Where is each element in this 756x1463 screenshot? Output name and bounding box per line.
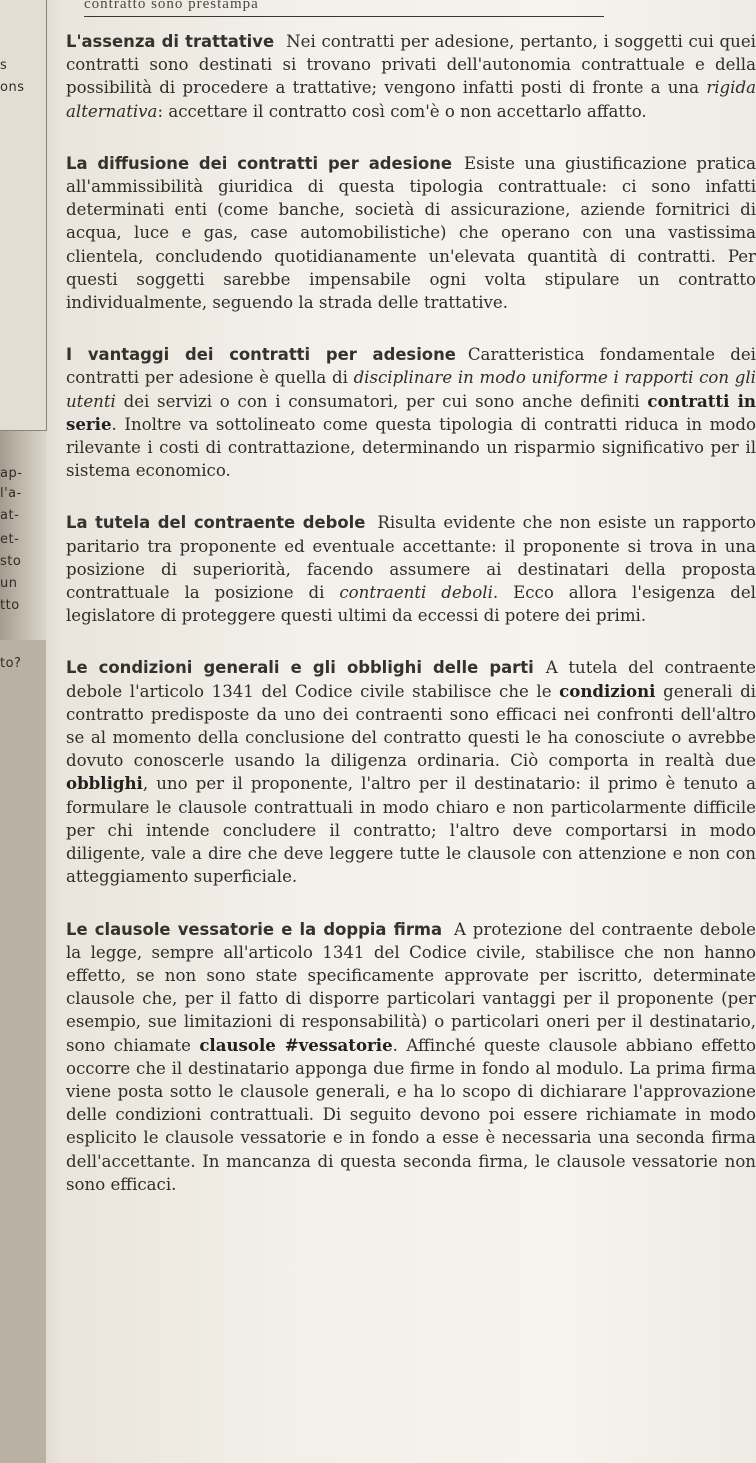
paragraph-title: La tutela del contraente debole <box>66 513 366 533</box>
left-page-edge <box>0 0 46 1463</box>
paragraph-text: . Inoltre va sottolineato come questa tipologia di contratti riduca in modo rilevante i costi di contrattazione, determinando un risparmio significativo per il sistema economico. <box>66 414 756 481</box>
paragraph-text: A protezione del contraente debole la legge, sempre all'articolo 1341 del Codice civile, stabilisce che non hanno effetto, se non sono state specificamente approvate per iscritto, determinate clausole che, per il fatto di disporre particolari vantaggi per il proponente (per esempio, sue limitazioni di responsabilità) o particolari oneri per il destinatario, sono chiamate <box>66 919 756 1055</box>
margin-fragment: to? <box>0 656 22 671</box>
paragraph-text: . Ecco allora l'esigenza del legislatore di proteggere questi ultimi da eccessi di potere dei primi. <box>66 583 756 626</box>
paragraph-vantaggi <box>66 343 756 482</box>
margin-fragment: sto <box>0 554 22 569</box>
paragraph-text: Esiste una giustificazione pratica all'ammissibilità giuridica di questa tipologia contrattuale: ci sono infatti determinati enti (come banche, società di assicurazione, aziende fornitrici di acqua, luce e gas, case automobilistiche) che operano con una vastissima clientela, concludendo quotidianamente un'elevata quantità di contratti. Per questi soggetti sarebbe impensabile ogni volta stipulare un contratto individualmente, seguendo la strada delle trattative. <box>66 153 756 313</box>
bold-term: contratti in serie <box>66 390 756 434</box>
paragraph-text: : accettare il contratto così com'è o non accettarlo affatto. <box>157 101 647 121</box>
paragraph-text: . Affinché queste clausole abbiano effetto occorre che il destinatario apponga due firme in fondo al modulo. La prima firma viene posta sotto le clausole generali, e ha lo scopo di dichiarare l'approvazione delle condizioni contrattuali. Di seguito devono poi essere richiamate in modo esplicito le clausole vessatorie e in fondo a esse è necessaria una seconda firma dell'accettante. In mancanza di questa seconda firma, le clausole vessatorie non sono efficaci. <box>66 1035 756 1194</box>
margin-fragment: ons <box>0 80 25 95</box>
paragraph-title: Le condizioni generali e gli obblighi delle parti <box>66 658 534 678</box>
emphasis-text: contraenti deboli <box>339 583 493 603</box>
paragraph-text: dei servizi o con i consumatori, per cui sono anche definiti <box>115 391 648 411</box>
paragraph-assenza-trattative <box>66 30 756 123</box>
margin-fragment: s <box>0 58 8 73</box>
margin-fragment: un <box>0 576 18 591</box>
bold-term: condizioni <box>559 680 656 701</box>
top-cut-text: contratto sono prestampa <box>84 0 604 17</box>
margin-fragment: tto <box>0 598 20 613</box>
paragraph-diffusione <box>66 152 756 314</box>
emphasis-text: disciplinare in modo uniforme i rapporti con gli utenti <box>66 368 756 411</box>
paragraph-text: generali di contratto predisposte da uno dei contraenti sono efficaci nei confronti dell'altro se al momento della conclusione del contratto questi le ha conosciute o avrebbe dovuto conoscerle usando la diligenza ordinaria. Ciò comporta in realtà due <box>66 681 756 771</box>
paragraph-text: Risulta evidente che non esiste un rapporto paritario tra proponente ed eventuale accettante: il proponente si trova in una posizione di superiorità, facendo assumere ai destinatari della proposta contrattuale la posizione di <box>66 513 756 603</box>
paragraph-text: A tutela del contraente debole l'articolo 1341 del Codice civile stabilisce che le <box>66 658 756 701</box>
paragraph-text: , uno per il proponente, l'altro per il destinatario: il primo è tenuto a formulare le clausole contrattuali in modo chiaro e non particolarmente difficile per chi intende concludere il contratto; l'altro deve comportarsi in modo diligente, vale a dire che deve leggere tutte le clausole con attenzione e non con atteggiamento superficiale. <box>66 774 756 887</box>
margin-fragment: ap- <box>0 466 23 481</box>
text-column <box>66 30 756 1225</box>
paragraph-title: L'assenza di trattative <box>66 32 275 51</box>
margin-fragment: l'a- <box>0 486 22 501</box>
bold-term: clausole #vessatorie <box>199 1034 393 1055</box>
paragraph-title: I vantaggi dei contratti per adesione <box>66 345 456 365</box>
emphasis-text: rigida alternativa <box>66 78 756 121</box>
left-page-sheet-bottom <box>0 640 46 1463</box>
paragraph-text: Nei contratti per adesione, pertanto, i soggetti cui quei contratti sono destinati si trovano privati dell'autonomia contrattuale e della possibilità di procedere a trattative; vengono infatti posti di fronte a una <box>66 32 756 98</box>
paragraph-tutela <box>66 511 756 627</box>
paragraph-text: Caratteristica fondamentale dei contratti per adesione è quella di <box>66 345 756 388</box>
paragraph-title: Le clausole vessatorie e la doppia firma <box>66 919 443 939</box>
paragraph-clausole-vessatorie <box>66 918 756 1196</box>
margin-fragment: et- <box>0 532 20 547</box>
paragraph-title: La diffusione dei contratti per adesione <box>66 153 453 173</box>
paragraph-condizioni-obblighi <box>66 656 756 888</box>
margin-fragment: at- <box>0 508 20 523</box>
bold-term: obblighi <box>66 773 143 794</box>
